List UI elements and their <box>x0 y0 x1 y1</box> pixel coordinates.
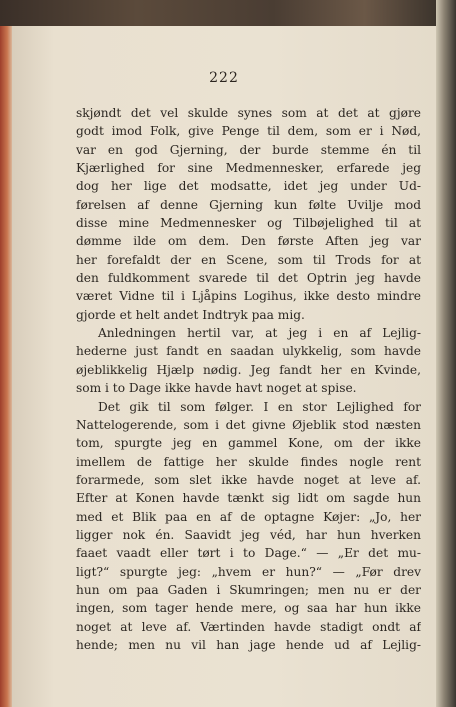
text-line: noget at leve af. Værtinden havde stadigt ondt af <box>76 619 421 634</box>
body-text <box>76 104 421 654</box>
text-line: dog her lige det modsatte, idet jeg under Ud- <box>76 179 421 194</box>
text-line: tom, spurgte jeg en gammel Kone, om der ikke <box>76 436 421 451</box>
text-line: godt imod Folk, give Penge til dem, som er i Nød, <box>76 124 421 139</box>
book-page <box>12 26 436 707</box>
text-line: hun om paa Gaden i Skumringen; men nu er der <box>76 582 421 597</box>
text-line: hederne just fandt en saadan ulykkelig, som havde <box>76 344 421 359</box>
text-line: som i to Dage ikke havde havt noget at spise. <box>76 381 357 396</box>
text-line: den fuldkomment svarede til det Optrin jeg havde <box>76 271 421 286</box>
book-right-edge <box>436 0 456 707</box>
text-line: førelsen af denne Gjerning kun følte Uvilje mod <box>76 197 421 212</box>
text-line: Det gik til som følger. I en stor Lejlighed for <box>98 399 421 414</box>
text-line: Nattelogerende, som i det givne Øjeblik stod næsten <box>76 417 421 432</box>
book-binding <box>0 26 12 707</box>
text-line: Efter at Konen havde tænkt sig lidt om sagde hun <box>76 491 421 506</box>
text-line: øjeblikkelig Hjælp nødig. Jeg fandt her en Kvinde, <box>76 362 421 377</box>
text-line: imellem de fattige her skulde findes nogle rent <box>76 454 421 469</box>
text-line: dømme ilde om dem. Den første Aften jeg var <box>76 234 421 249</box>
text-line: faaet vaadt eller tørt i to Dage.“ — „Er det mu- <box>76 546 421 561</box>
text-line: Kjærlighed for sine Medmennesker, erfarede jeg <box>76 161 421 176</box>
page-number: 222 <box>209 70 239 86</box>
text-line: ingen, som tager hende mere, og saa har hun ikke <box>76 601 421 616</box>
text-line: var en god Gjerning, der burde stemme én til <box>76 142 421 157</box>
text-line: med et Blik paa en af de optagne Køjer: „Jo, her <box>76 509 421 524</box>
text-line: forarmede, som slet ikke havde noget at leve af. <box>76 472 421 487</box>
text-line: hende; men nu vil han jage hende ud af Lejlig- <box>76 637 421 652</box>
text-line: gjorde et helt andet Indtryk paa mig. <box>76 307 305 322</box>
text-line: her forefaldt der en Scene, som til Trods for at <box>76 252 421 267</box>
book-top-edge <box>0 0 456 26</box>
text-line: været Vidne til i Ljåpins Logihus, ikke desto mindre <box>76 289 421 304</box>
text-line: skjøndt det vel skulde synes som at det at gjøre <box>76 106 421 120</box>
text-line: disse mine Medmennesker og Tilbøjelighed til at <box>76 216 421 231</box>
text-line: ligt?“ spurgte jeg: „hvem er hun?“ — „Før drev <box>76 564 421 579</box>
text-line: Anledningen hertil var, at jeg i en af Lejlig- <box>98 326 421 341</box>
text-line: ligger nok én. Saavidt jeg véd, har hun hverken <box>76 527 421 542</box>
